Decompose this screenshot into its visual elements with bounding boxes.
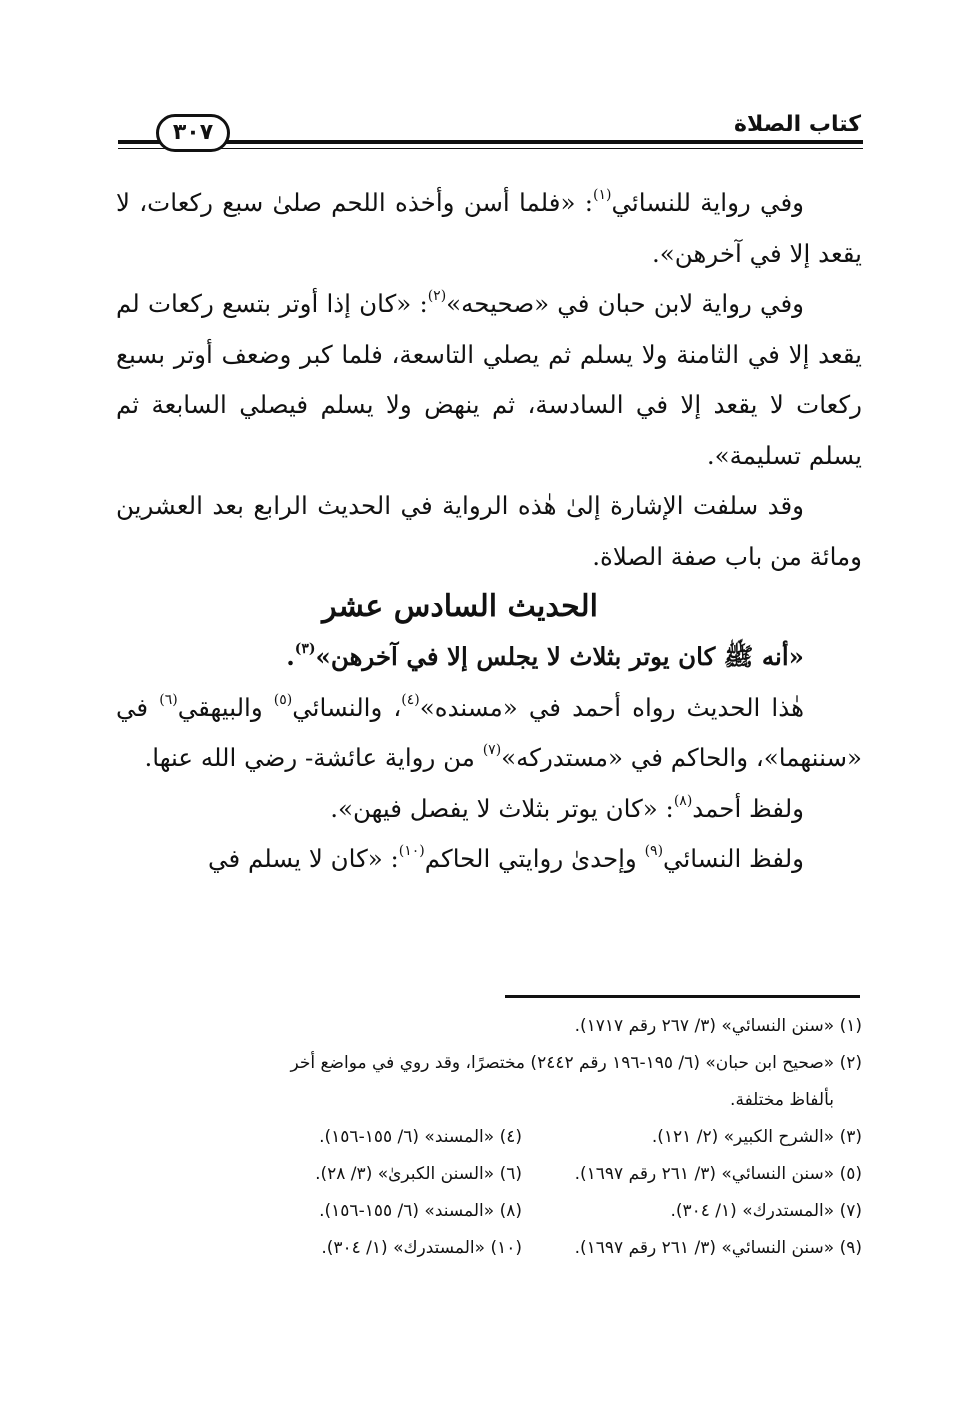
hadith-text: «أنه ﷺ كان يوتر بثلاث لا يجلس إلا في آخرهن»$^{(٣)}$. [286,641,804,671]
footnote-ref-2: (٢) [427,288,447,304]
header-rule-thick [118,140,863,144]
paragraph-2: وفي رواية لابن حبان في «صحيحه»$^{(٢)}$: «كان إذا أوتر بتسع ركعات لم يقعد إلا في الثامنة ولا يسلم ثم يصلي التاسعة، فلما كبر وضعف أوتر بسبع ركعات لا يقعد إلا في السادسة، ثم ينهض ولا يسلم فيصلي السابعة ثم يسلم تسليمة». [116,288,862,470]
footnote-ref-5: (٥) [273,691,293,708]
paragraph-3: وقد سلفت الإشارة إلىٰ هٰذه الرواية في الحديث الرابع بعد العشرين ومائة من باب صفة الصلاة. [116,491,862,571]
footnote-10: (١٠) «المستدرك» (١/ ٣٠٤). [321,1238,522,1258]
paragraph-5: ولفظ أحمد$^{(٨)}$: «كان يوتر بثلاث لا يفصل فيهن». [330,792,804,823]
footnote-row-7-8 [112,1193,862,1230]
footnote-row-5-6 [112,1156,862,1193]
header-rule-thin [118,148,863,149]
running-header [118,108,863,152]
paragraph-4: هٰذا الحديث رواه أحمد في «مسنده»$^{(٤)}$، والنسائي$^{(٥)}$ والبيهقي$^{(٦)}$ في «سننهما»، والحاكم في «مستدركه»$^{(٧)}$ من رواية عائشة- رضي الله عنها. [116,691,862,772]
footnote-ref-4: (٤) [401,691,420,708]
footnote-3: (٣) «الشرح الكبير» (٢/ ١٢١). [651,1127,862,1147]
paragraph-1: وفي رواية للنسائي$^{(١)}$: «فلما أسن وأخذه اللحم صلىٰ سبع ركعات، لا يقعد إلا في آخرهن». [116,187,862,268]
footnote-separator [505,995,860,998]
paragraph-6: ولفظ النسائي$^{(٩)}$ وإحدىٰ روايتي الحاكم$^{(١٠)}$: «كان لا يسلم في [208,843,804,873]
footnote-2: (٢) «صحيح ابن حبان» (٦/ ١٩٥-١٩٦ رقم ٢٤٤٢) مختصرًا، وقد روي في مواضع أخر [290,1053,862,1073]
footnote-ref-1: (١) [593,187,612,203]
footnotes [112,1008,862,1267]
footnote-8: (٨) «المسند» (٦/ ١٥٥-١٥٦). [319,1201,522,1221]
footnote-ref-9: (٩) [644,843,664,859]
footnote-1: (١) «سنن النسائي» (٣/ ٢٦٧ رقم ١٧١٧). [574,1016,862,1036]
footnote-7: (٧) «المستدرك» (١/ ٣٠٤). [670,1201,862,1221]
footnote-ref-10: (١٠) [398,843,425,859]
footnote-5: (٥) «سنن النسائي» (٣/ ٢٦١ رقم ١٦٩٧). [574,1164,862,1184]
page-number: ٣٠٧ [156,114,230,152]
footnote-row-9-10 [112,1230,862,1267]
footnote-2-continued: بألفاظ مختلفة. [730,1090,834,1110]
footnote-row-3-4 [112,1119,862,1156]
main-text [116,178,862,885]
footnote-ref-6: (٦) [159,691,178,708]
footnote-ref-8: (٨) [673,792,693,809]
footnote-9: (٩) «سنن النسائي» (٣/ ٢٦١ رقم ١٦٩٧). [574,1238,862,1258]
footnote-ref-7: (٧) [482,742,502,758]
footnote-4: (٤) «المسند» (٦/ ١٥٥-١٥٦). [319,1127,522,1147]
section-heading: الحديث السادس عشر [322,589,598,624]
chapter-title: كتاب الصلاة [734,112,861,137]
footnote-6: (٦) «السنن الكبرىٰ» (٣/ ٢٨). [315,1164,522,1184]
footnote-ref-3: (٣) [294,641,316,657]
